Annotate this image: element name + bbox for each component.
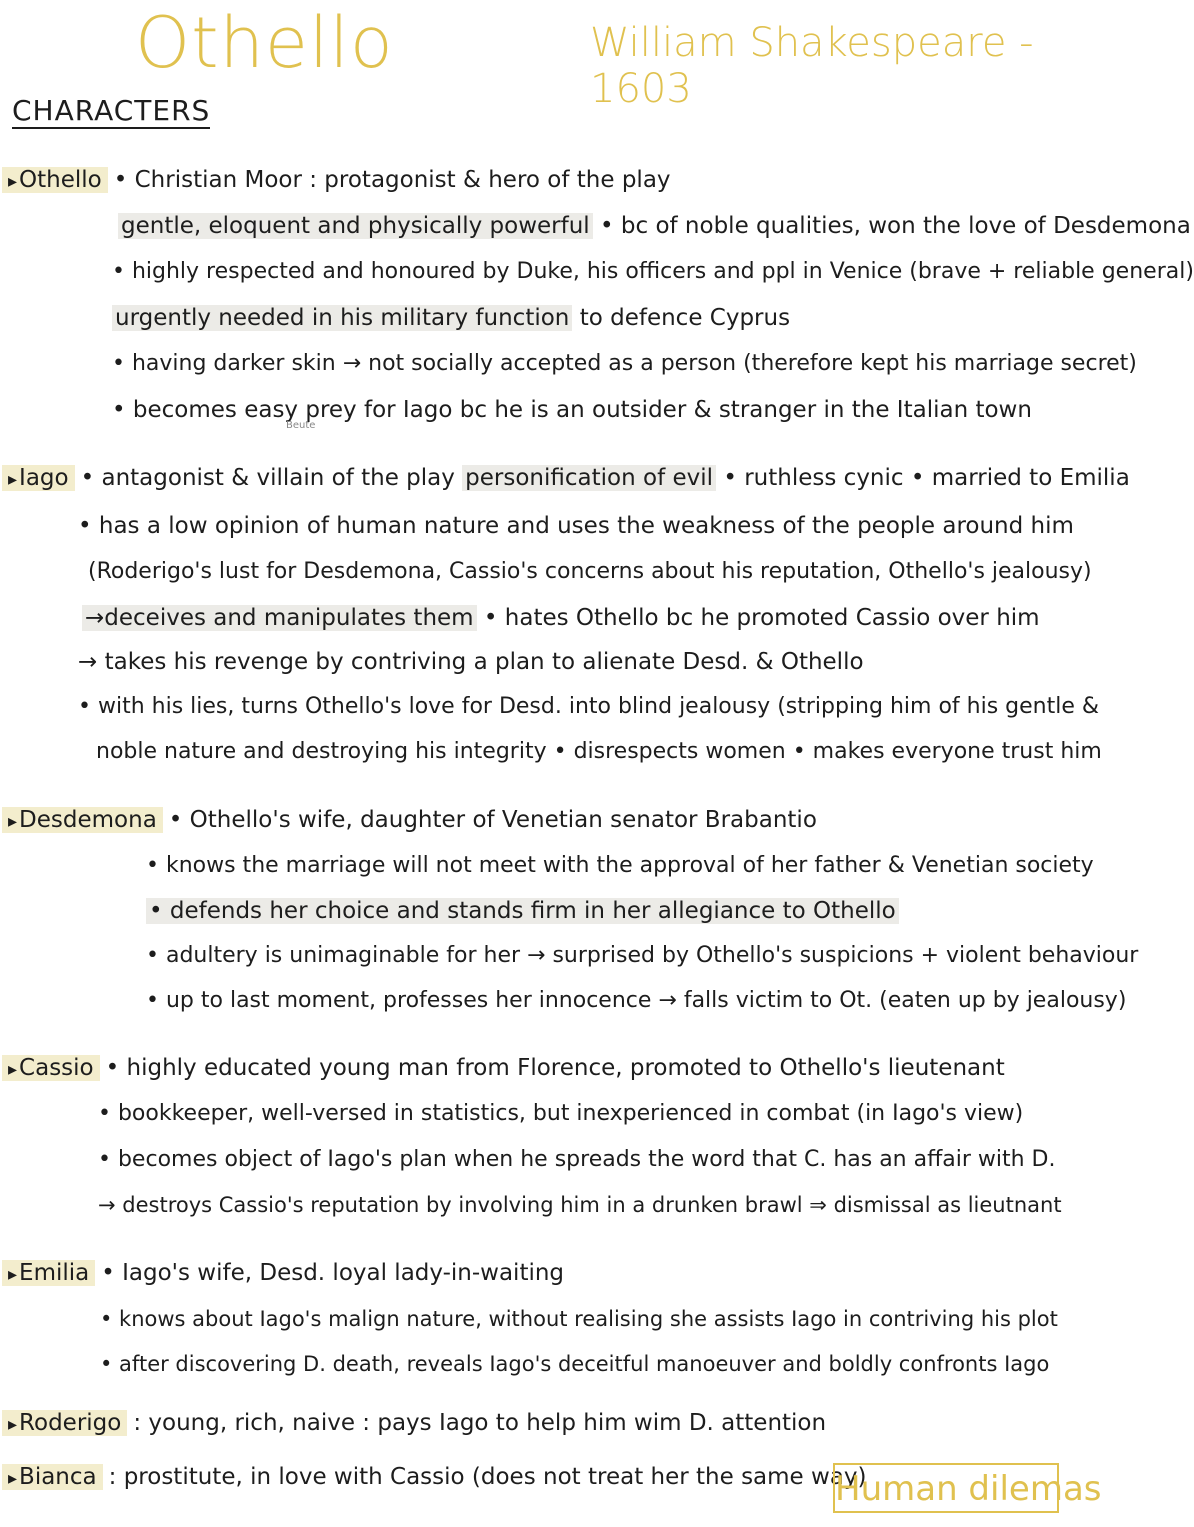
- othello-line-4: urgently needed in his military function to defence Cyprus: [112, 303, 790, 333]
- othello-line-6: • becomes easy prey for Iago bc he is an outsider & stranger in the Italian town: [112, 397, 1032, 423]
- bianca-line: ▸ Bianca : prostitute, in love with Cassio (does not treat her the same way): [2, 1462, 867, 1494]
- othello-line-3: • highly respected and honoured by Duke, his officers and ppl in Venice (brave + reliable general): [112, 259, 1194, 284]
- emilia-line-3: • after discovering D. death, reveals Iago's deceitful manoeuver and boldly confronts Iago: [100, 1352, 1050, 1376]
- iago-line-3: (Roderigo's lust for Desdemona, Cassio's concerns about his reputation, Othello's jealousy): [88, 559, 1092, 584]
- desdemona-line-1: ▸ Desdemona • Othello's wife, daughter of Venetian senator Brabantio: [2, 805, 817, 837]
- character-name-desdemona: ▸ Desdemona: [2, 807, 163, 833]
- iago-line-5: → takes his revenge by contriving a plan to alienate Desd. & Othello: [78, 649, 864, 675]
- author-line: William Shakespeare - 1603: [590, 20, 1034, 112]
- iago-line-6: • with his lies, turns Othello's love for Desd. into blind jealousy (stripping him of his gentle &: [78, 694, 1100, 719]
- desdemona-line-5: • up to last moment, professes her innocence → falls victim to Ot. (eaten up by jealousy): [146, 988, 1127, 1013]
- character-name-cassio: ▸ Cassio: [2, 1055, 100, 1081]
- character-name-emilia: ▸ Emilia: [2, 1260, 95, 1286]
- human-dilemmas-box: Human dilemas: [833, 1463, 1059, 1513]
- iago-line-4: →deceives and manipulates them • hates Othello bc he promoted Cassio over him: [82, 603, 1040, 633]
- iago-line-2: • has a low opinion of human nature and uses the weakness of the people around him: [78, 513, 1074, 539]
- page-title: Othello: [135, 2, 394, 84]
- othello-line-2: gentle, eloquent and physically powerful • bc of noble qualities, won the love of Desdemona: [118, 211, 1191, 241]
- emilia-line-1: ▸ Emilia • Iago's wife, Desd. loyal lady-in-waiting: [2, 1258, 564, 1290]
- cassio-line-2: • bookkeeper, well-versed in statistics, but inexperienced in combat (in Iago's view): [98, 1101, 1024, 1126]
- character-name-bianca: ▸ Bianca: [2, 1464, 103, 1490]
- desdemona-line-4: • adultery is unimaginable for her → surprised by Othello's suspicions + violent behaviour: [146, 943, 1139, 968]
- desdemona-line-3: • defends her choice and stands firm in her allegiance to Othello: [146, 896, 899, 926]
- cassio-line-4: → destroys Cassio's reputation by involving him in a drunken brawl ⇒ dismissal as lieutnant: [98, 1193, 1062, 1217]
- othello-line-1: ▸ Othello • Christian Moor : protagonist & hero of the play: [2, 165, 671, 197]
- character-name-roderigo: ▸ Roderigo: [2, 1410, 127, 1436]
- roderigo-line: ▸ Roderigo : young, rich, naive : pays Iago to help him wim D. attention: [2, 1408, 826, 1440]
- othello-note: Beute: [286, 420, 316, 431]
- cassio-line-3: • becomes object of Iago's plan when he spreads the word that C. has an affair with D.: [98, 1147, 1056, 1172]
- character-name-iago: ▸ Iago: [2, 465, 75, 491]
- character-name-othello: ▸ Othello: [2, 167, 108, 193]
- cassio-line-1: ▸ Cassio • highly educated young man from Florence, promoted to Othello's lieutenant: [2, 1053, 1005, 1085]
- desdemona-line-2: • knows the marriage will not meet with the approval of her father & Venetian society: [146, 853, 1094, 878]
- iago-line-7: noble nature and destroying his integrity • disrespects women • makes everyone trust him: [96, 739, 1102, 764]
- othello-line-5: • having darker skin → not socially accepted as a person (therefore kept his marriage secret): [112, 351, 1137, 376]
- section-heading: CHARACTERS: [12, 94, 211, 127]
- iago-line-1: ▸ Iago • antagonist & villain of the play personification of evil • ruthless cynic • married to Emilia: [2, 463, 1130, 495]
- emilia-line-2: • knows about Iago's malign nature, without realising she assists Iago in contriving his plot: [100, 1307, 1058, 1331]
